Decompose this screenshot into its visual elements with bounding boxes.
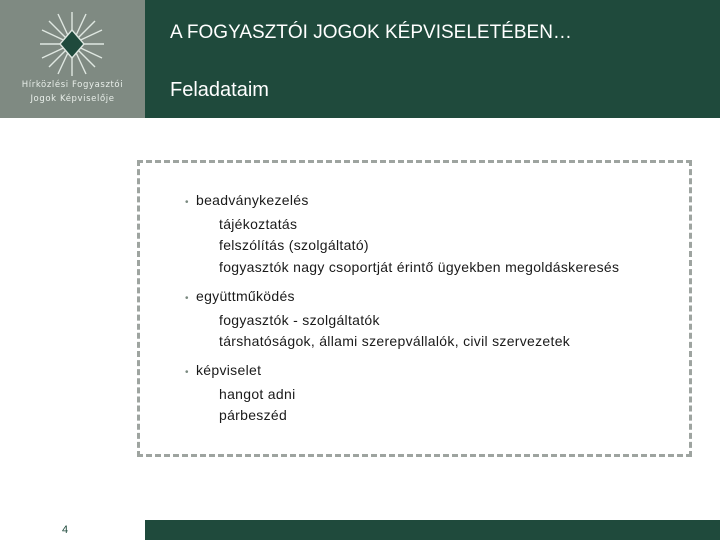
star-burst-logo-icon [30,8,115,80]
sub-item: tájékoztatás [219,215,298,232]
bullet-item [185,360,295,384]
page-title: A FOGYASZTÓI JOGOK KÉPVISELETÉBEN… [170,22,572,43]
sub-item: párbeszéd [219,407,288,423]
bullet-item [185,286,570,310]
sub-item: hangot adni [219,385,296,402]
bullet-heading: képviselet [196,362,262,378]
sub-item: társhatóságok, állami szerepvállalók, civil szervezetek [219,333,571,349]
bullet-icon: • [185,197,189,208]
task-group [185,286,570,353]
bullet-heading: beadványkezelés [196,192,309,208]
logo-panel [0,0,145,118]
footer-left [0,520,145,540]
sub-item: fogyasztók nagy csoportját érintő ügyekben megoldáskeresés [219,258,620,275]
bullet-icon: • [185,367,189,378]
task-group [185,190,619,278]
logo-text-line1: Hírközlési Fogyasztói [21,80,124,90]
content-box [137,160,692,457]
page-subtitle: Feladataim [170,79,269,101]
sub-item: felszólítás (szolgáltató) [219,237,369,253]
sub-item: fogyasztók - szolgáltatók [219,311,380,328]
header [145,0,720,118]
bullet-heading: együttműködés [196,288,295,304]
bullet-item [185,190,619,214]
logo-text-line2: Jogok Képviselője [30,94,115,104]
task-group [185,360,295,427]
footer-bar [145,520,720,540]
bullet-icon: • [185,293,189,304]
page-number: 4 [62,524,69,536]
